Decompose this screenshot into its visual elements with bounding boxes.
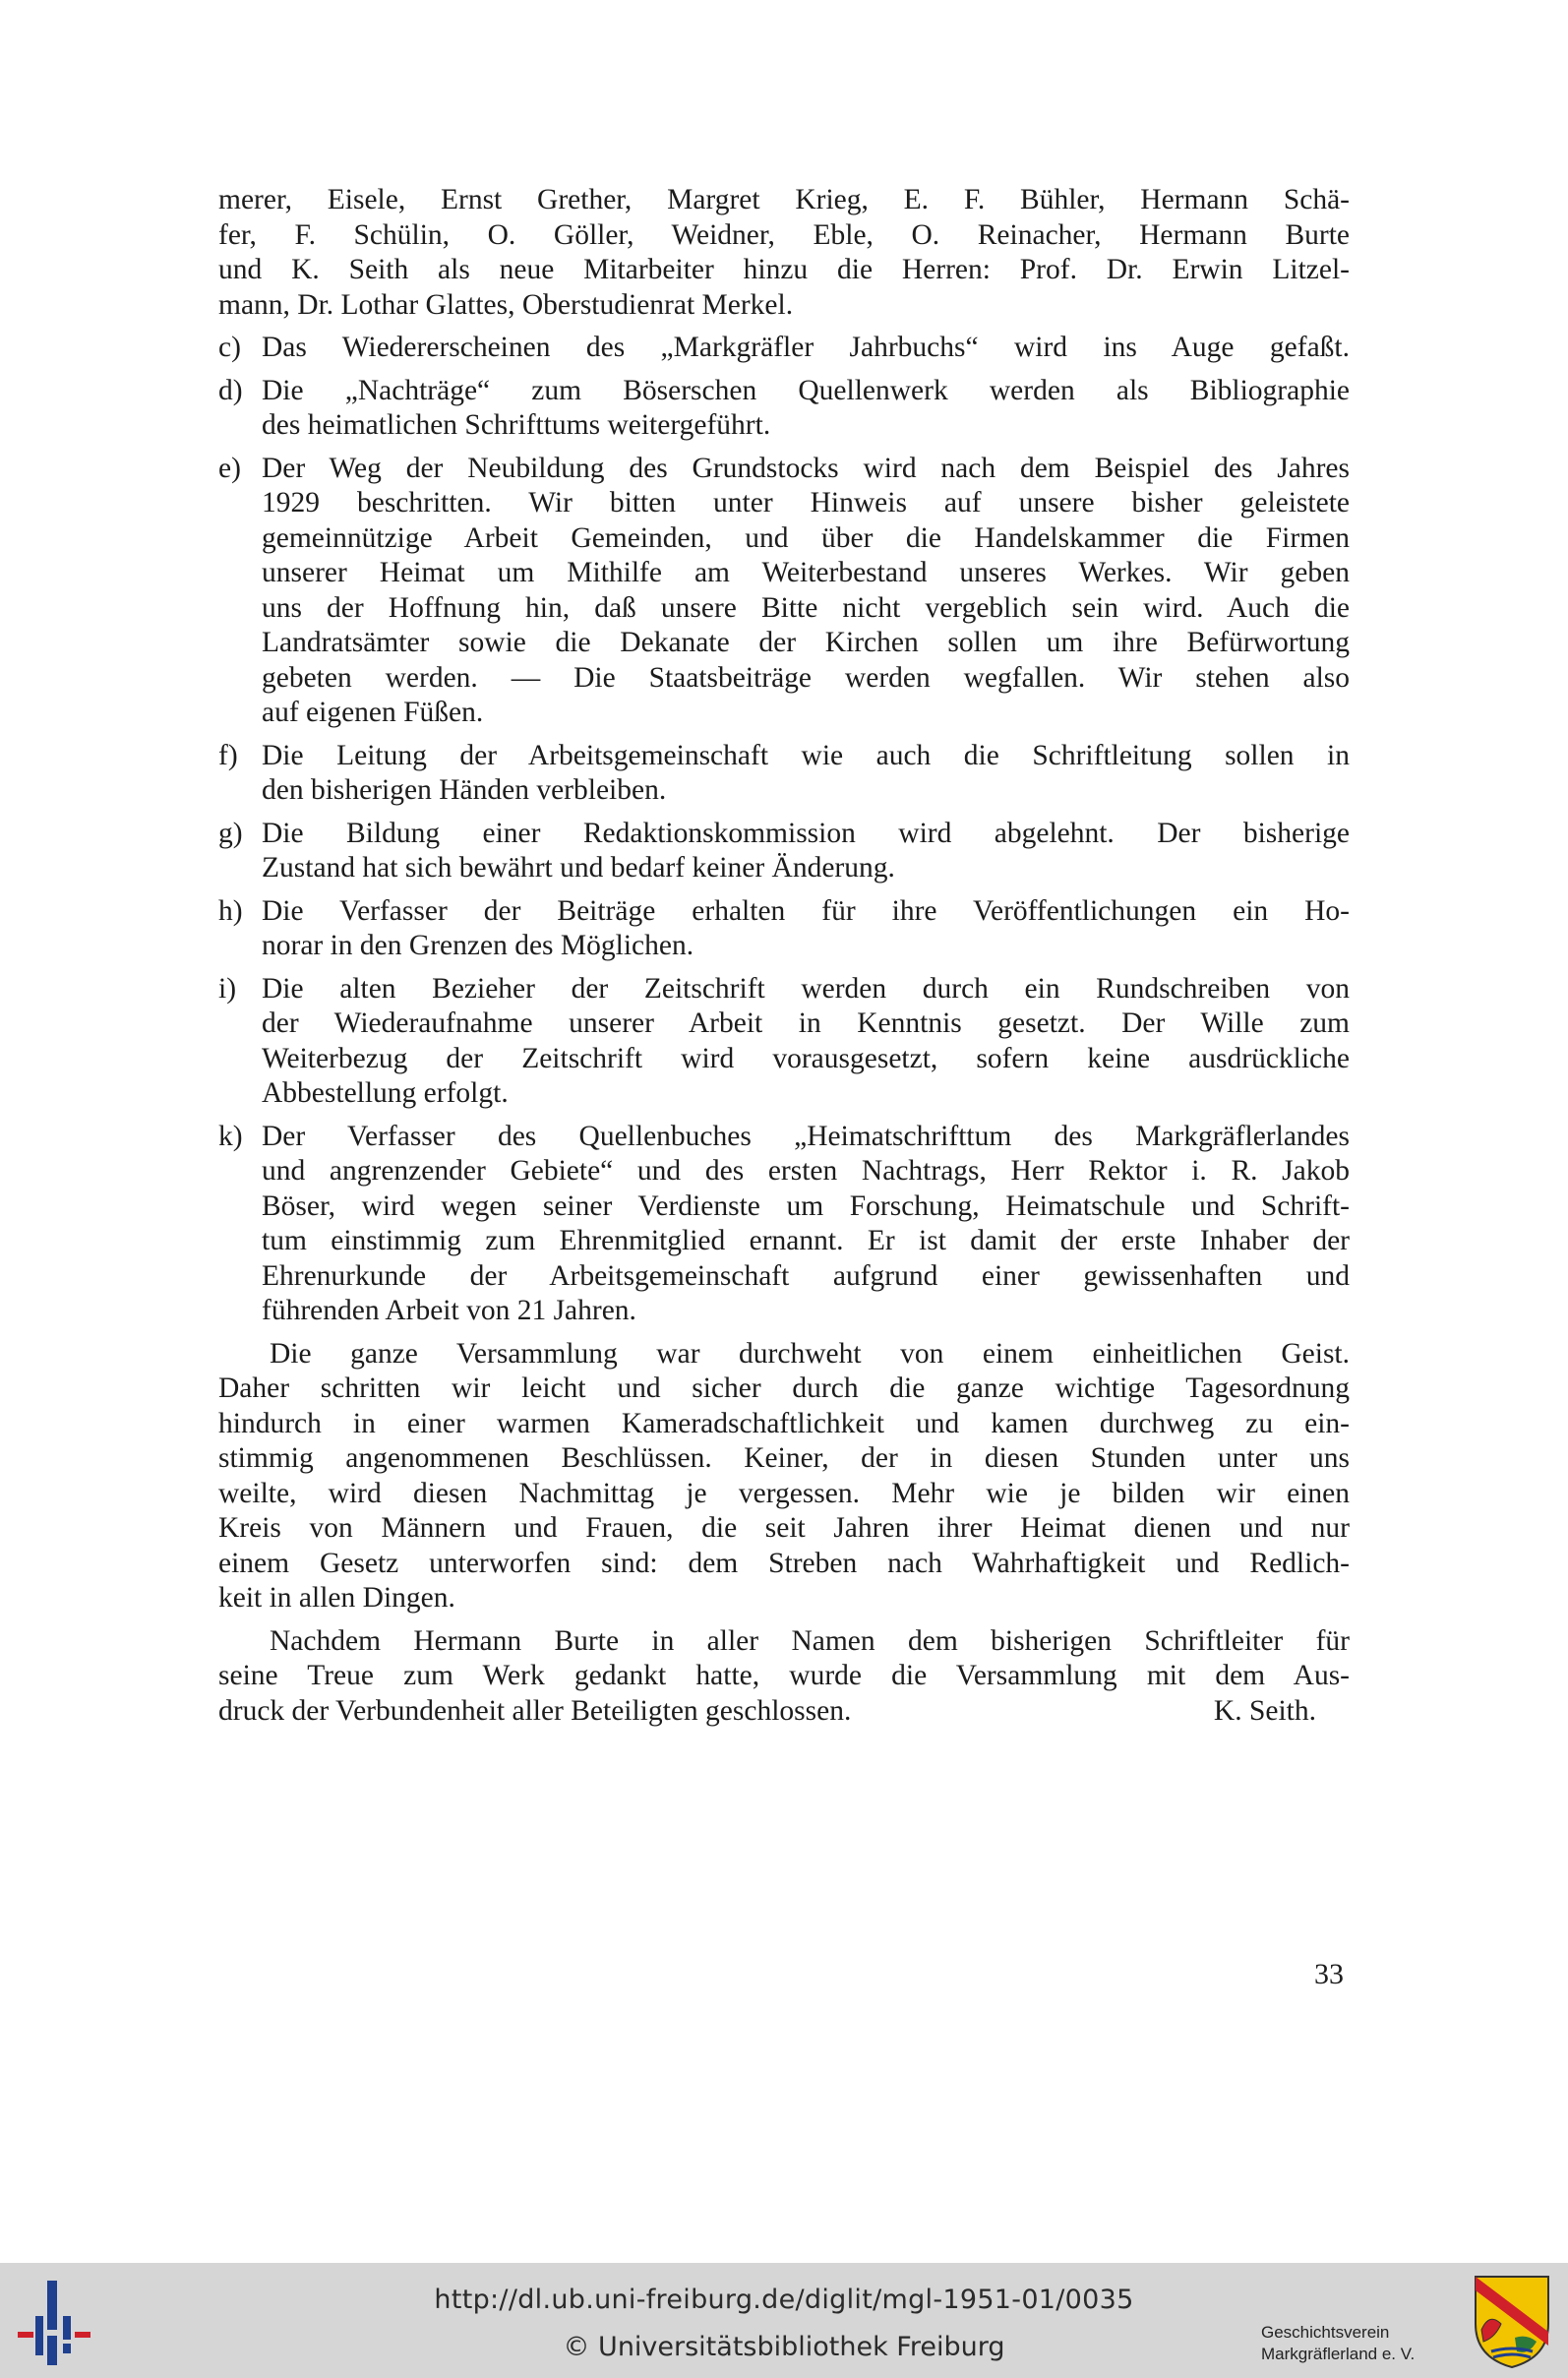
text-line: 1929 beschritten. Wir bitten unter Hinweis auf unsere bisher geleistete	[262, 487, 1350, 518]
text-line: Das Wiedererscheinen des „Markgräfler Jahrbuchs“ wird ins Auge gefaßt.	[262, 332, 1350, 363]
society-line-1: Geschichtsverein	[1261, 2323, 1390, 2342]
item-label: f)	[218, 739, 238, 771]
text-line: Nachdem Hermann Burte in aller Namen dem bisherigen Schriftleiter für	[270, 1624, 1350, 1657]
resolution-item	[218, 374, 1350, 444]
closing-text: druck der Verbundenheit aller Beteiligten geschlossen.	[218, 1694, 852, 1727]
text-line: fer, F. Schülin, O. Göller, Weidner, Eble, O. Reinacher, Hermann Burte	[218, 218, 1350, 251]
text-line: gebeten werden. — Die Staatsbeiträge werden wegfallen. Wir stehen also	[262, 661, 1350, 694]
text-line: des heimatlichen Schrifttums weitergeführt.	[262, 409, 771, 441]
closing-line	[218, 1694, 1350, 1730]
text-line: Landratsämter sowie die Dekanate der Kirchen sollen um ihre Befürwortung	[262, 627, 1350, 658]
resolution-item	[218, 972, 1350, 1112]
text-line: Der Weg der Neubildung des Grundstocks wird nach dem Beispiel des Jahres	[262, 452, 1350, 484]
text-line: unserer Heimat um Mithilfe am Weiterbestand unseres Werkes. Wir geben	[262, 557, 1350, 588]
item-label: g)	[218, 817, 243, 849]
text-line: Die Bildung einer Redaktionskommission wird abgelehnt. Der bisherige	[262, 817, 1350, 849]
text-line: gemeinnützige Arbeit Gemeinden, und über die Handelskammer die Firmen	[262, 521, 1350, 554]
text-line: Kreis von Männern und Frauen, die seit Jahren ihrer Heimat dienen und nur	[218, 1512, 1350, 1544]
text-line: einem Gesetz unterworfen sind: dem Streben nach Wahrhaftigkeit und Redlich-	[218, 1547, 1350, 1579]
society-name	[1261, 2322, 1415, 2365]
item-label: c)	[218, 332, 241, 363]
intro-block	[218, 183, 1350, 323]
text-line: keit in allen Dingen.	[218, 1582, 455, 1614]
item-text	[262, 374, 1350, 444]
text-line: Weiterbezug der Zeitschrift wird vorausgesetzt, sofern keine ausdrückliche	[262, 1042, 1350, 1074]
text-line: hindurch in einer warmen Kameradschaftlichkeit und kamen durchweg zu ein-	[218, 1407, 1350, 1439]
text-line: seine Treue zum Werk gedankt hatte, wurde die Versammlung mit dem Aus-	[218, 1660, 1350, 1691]
text-line: norar in den Grenzen des Möglichen.	[262, 930, 694, 961]
text-line: weilte, wird diesen Nachmittag je vergessen. Mehr wie je bilden wir einen	[218, 1477, 1350, 1509]
paragraph-summary	[218, 1337, 1350, 1616]
coat-of-arms-icon	[1472, 2273, 1552, 2371]
item-label: d)	[218, 374, 243, 406]
text-line: Die ganze Versammlung war durchweht von einem einheitlichen Geist.	[270, 1337, 1350, 1370]
text-line: und K. Seith als neue Mitarbeiter hinzu die Herren: Prof. Dr. Erwin Litzel-	[218, 254, 1350, 285]
resolution-item	[218, 331, 1350, 366]
text-line: der Wiederaufnahme unserer Arbeit in Kenntnis gesetzt. Der Wille zum	[262, 1007, 1350, 1039]
item-text	[262, 817, 1350, 886]
item-text	[262, 972, 1350, 1112]
item-label: k)	[218, 1120, 243, 1152]
resolution-item	[218, 739, 1350, 809]
text-line: mann, Dr. Lothar Glattes, Oberstudienrat Merkel.	[218, 288, 794, 321]
text-line: Daher schritten wir leicht und sicher durch die ganze wichtige Tagesordnung	[218, 1372, 1350, 1404]
text-line: Abbestellung erfolgt.	[262, 1077, 509, 1109]
resolution-list	[218, 331, 1350, 1329]
text-line: tum einstimmig zum Ehrenmitglied ernannt. Er ist damit der erste Inhaber der	[262, 1225, 1350, 1256]
text-line: Die „Nachträge“ zum Böserschen Quellenwerk werden als Bibliographie	[262, 374, 1350, 406]
signature: K. Seith.	[1213, 1694, 1316, 1727]
text-line: führenden Arbeit von 21 Jahren.	[262, 1295, 636, 1326]
text-line: Die alten Bezieher der Zeitschrift werden durch ein Rundschreiben von	[262, 972, 1350, 1005]
item-label: e)	[218, 452, 241, 484]
resolution-item	[218, 894, 1350, 964]
item-text	[262, 452, 1350, 731]
resolution-item	[218, 1120, 1350, 1329]
source-url-link[interactable]: http://dl.ub.uni-freiburg.de/diglit/mgl-1951-01/0035	[434, 2285, 1134, 2315]
item-text	[262, 331, 1350, 366]
item-text	[262, 1120, 1350, 1329]
resolution-item	[218, 452, 1350, 731]
society-line-2: Markgräflerland e. V.	[1261, 2345, 1416, 2363]
text-line: stimmig angenommenen Beschlüssen. Keiner, der in diesen Stunden unter uns	[218, 1442, 1350, 1474]
text-line: Ehrenurkunde der Arbeitsgemeinschaft aufgrund einer gewissenhaften und	[262, 1259, 1350, 1292]
copyright-notice: © Universitätsbibliothek Freiburg	[563, 2332, 1005, 2362]
text-line: Böser, wird wegen seiner Verdienste um Forschung, Heimatschule und Schrift-	[262, 1189, 1350, 1222]
text-line: merer, Eisele, Ernst Grether, Margret Krieg, E. F. Bühler, Hermann Schä-	[218, 184, 1350, 215]
page-number: 33	[1314, 1958, 1344, 1990]
text-line: Die Verfasser der Beiträge erhalten für ihre Veröffentlichungen ein Ho-	[262, 894, 1350, 927]
resolution-item	[218, 817, 1350, 886]
text-line: Der Verfasser des Quellenbuches „Heimatschrifttum des Markgräflerlandes	[262, 1120, 1350, 1152]
text-line: und angrenzender Gebiete“ und des ersten Nachtrags, Herr Rektor i. R. Jakob	[262, 1155, 1350, 1187]
item-label: i)	[218, 972, 237, 1005]
item-label: h)	[218, 894, 243, 927]
text-line: uns der Hoffnung hin, daß unsere Bitte nicht vergeblich sein wird. Auch die	[262, 591, 1350, 624]
text-line: Die Leitung der Arbeitsgemeinschaft wie auch die Schriftleitung sollen in	[262, 739, 1350, 771]
text-line: Zustand hat sich bewährt und bedarf keiner Änderung.	[262, 852, 895, 884]
footer-bar	[0, 2263, 1568, 2378]
item-text	[262, 739, 1350, 809]
text-line: den bisherigen Händen verbleiben.	[262, 774, 667, 806]
paragraph-closing	[218, 1624, 1350, 1694]
text-line: auf eigenen Füßen.	[262, 697, 484, 728]
document-page	[218, 183, 1350, 1729]
item-text	[262, 894, 1350, 964]
